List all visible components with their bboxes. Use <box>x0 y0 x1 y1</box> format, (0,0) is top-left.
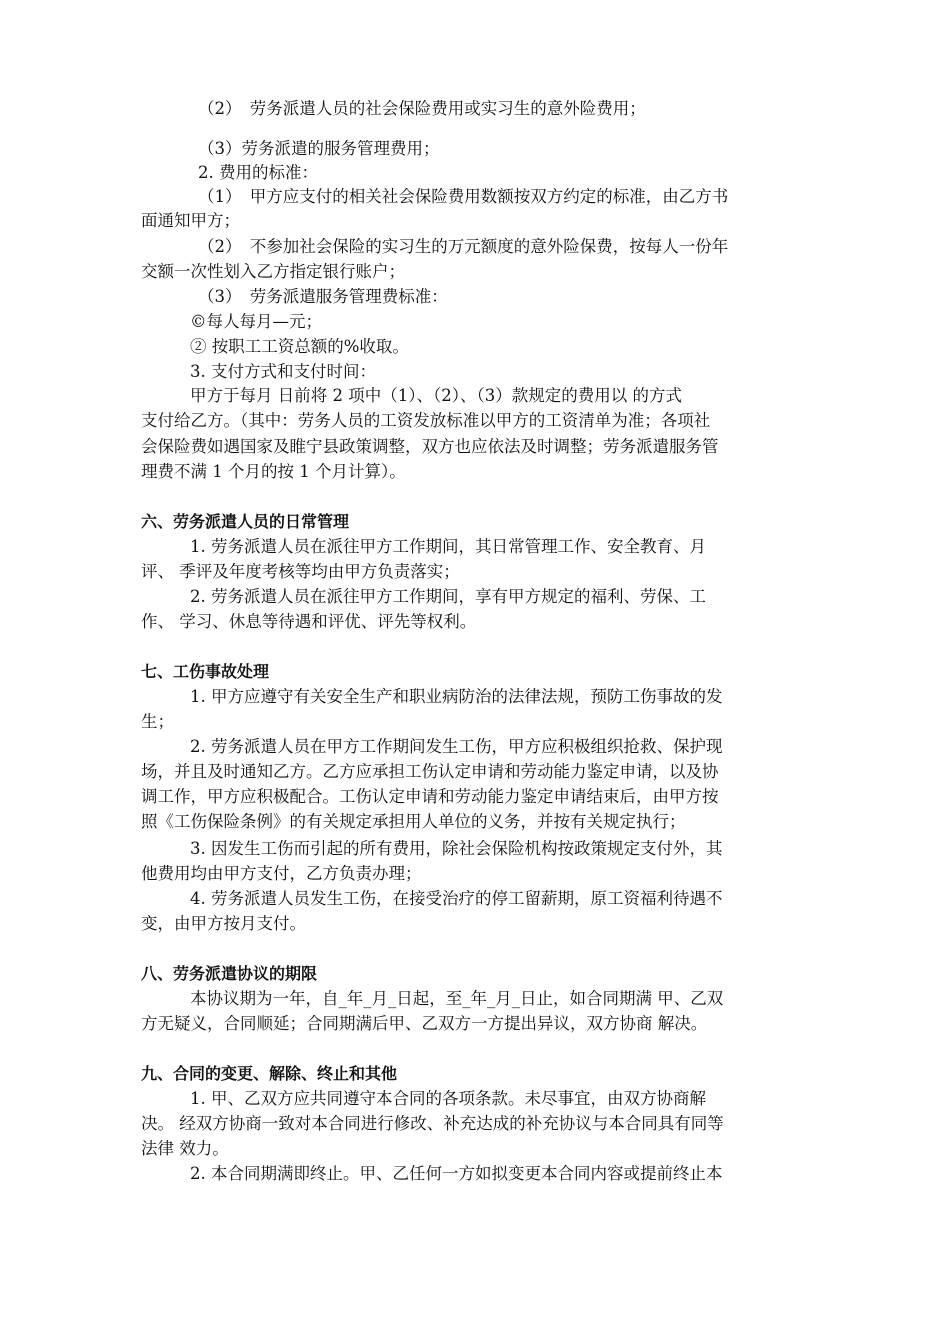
text-line: 2. 劳务派遣人员在甲方工作期间发生工伤，甲方应积极组织抢救、保护现 <box>190 737 723 756</box>
text-line: 本协议期为一年，自_年_月_日起，至_年_月_日止，如合同期满 甲、乙双 <box>190 989 724 1008</box>
text-line: 2. 本合同期满即终止。甲、乙任何一方如拟变更本合同内容或提前终止本 <box>190 1164 723 1183</box>
text-line: 面通知甲方； <box>141 211 240 230</box>
text-line: 甲方于每月 日前将 2 项中（1）、（2）、（3）款规定的费用以 的方式 <box>190 386 682 405</box>
text-line: 调工作，甲方应积极配合。工伤认定申请和劳动能力鉴定申请结束后，由甲方按 <box>141 787 719 806</box>
text-line: （2） 不参加社会保险的实习生的万元额度的意外险保费，按每人一份年 <box>198 237 729 256</box>
text-line: 场，并且及时通知乙方。乙方应承担工伤认定申请和劳动能力鉴定申请，以及协 <box>141 762 719 781</box>
text-line: （3） 劳务派遣服务管理费标准： <box>198 287 448 306</box>
text-line: 1. 劳务派遣人员在派往甲方工作期间，其日常管理工作、安全教育、月 <box>190 537 706 556</box>
section-heading: 八、劳务派遣协议的期限 <box>141 964 318 983</box>
text-line: 法律 效力。 <box>141 1139 229 1158</box>
text-line: ©每人每月—元； <box>190 312 322 331</box>
text-line: 他费用均由甲方支付，乙方负责办理； <box>141 864 422 883</box>
text-line: 2. 劳务派遣人员在派往甲方工作期间，享有甲方规定的福利、劳保、工 <box>190 587 706 606</box>
text-line: 2. 费用的标准： <box>198 163 318 182</box>
section-heading: 六、劳务派遣人员的日常管理 <box>141 512 350 531</box>
text-line: 决。 经双方协商一致对本合同进行修改、补充达成的补充协议与本合同具有同等 <box>141 1114 724 1133</box>
text-line: ② 按职工工资总额的%收取。 <box>190 337 409 356</box>
text-line: 交额一次性划入乙方指定银行账户； <box>141 262 405 281</box>
text-line: 作、 学习、休息等待遇和评优、评先等权利。 <box>141 612 477 631</box>
text-line: 照《工伤保险条例》的有关规定承担用人单位的义务，并按有关规定执行； <box>141 812 686 831</box>
text-line: （1） 甲方应支付的相关社会保险费用数额按双方约定的标准，由乙方书 <box>198 187 729 206</box>
text-line: （3）劳务派遣的服务管理费用； <box>198 139 440 158</box>
text-line: （2） 劳务派遣人员的社会保险费用或实习生的意外险费用； <box>198 99 646 118</box>
text-line: 1. 甲方应遵守有关安全生产和职业病防治的法律法规，预防工伤事故的发 <box>190 687 723 706</box>
text-line: 4. 劳务派遣人员发生工伤，在接受治疗的停工留薪期，原工资福利待遇不 <box>190 889 723 908</box>
text-line: 1. 甲、乙双方应共同遵守本合同的各项条款。未尽事宜，由双方协商解 <box>190 1089 706 1108</box>
text-line: 方无疑义，合同顺延；合同期满后甲、乙双方一方提出异议，双方协商 解决。 <box>141 1014 708 1033</box>
text-line: 理费不满 1 个月的按 1 个月计算）。 <box>141 462 406 481</box>
text-line: 评、 季评及年度考核等均由甲方负责落实； <box>141 562 460 581</box>
text-line: 生； <box>141 712 174 731</box>
section-heading: 七、工伤事故处理 <box>141 662 270 681</box>
text-line: 支付给乙方。（其中：劳务人员的工资发放标准以甲方的工资清单为准；各项社 <box>141 411 711 430</box>
section-heading: 九、合同的变更、解除、终止和其他 <box>141 1064 398 1083</box>
text-line: 3. 支付方式和支付时间： <box>190 362 376 381</box>
text-line: 3. 因发生工伤而引起的所有费用，除社会保险机构按政策规定支付外，其 <box>190 839 723 858</box>
text-line: 变，由甲方按月支付。 <box>141 914 306 933</box>
text-line: 会保险费如遇国家及睢宁县政策调整，双方也应依法及时调整；劳务派遣服务管 <box>141 437 719 456</box>
